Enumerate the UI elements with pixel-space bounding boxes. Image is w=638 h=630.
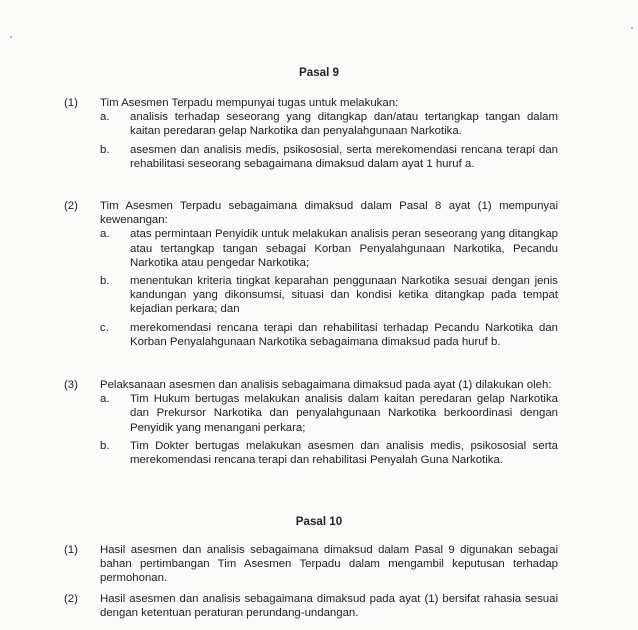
item-label: b. <box>100 143 110 156</box>
item-label: c. <box>100 321 109 334</box>
item-label: b. <box>100 439 110 452</box>
item-text: asesmen dan analisis medis, psikososial, serta merekomendasi rencana terapi dan rehabilitasi seseorang sebagaimana dimaksud dalam ayat 1 huruf a. <box>130 143 558 170</box>
scan-speck <box>10 36 12 38</box>
pasal-10-ayat-2 <box>64 592 558 620</box>
ayat-number: (2) <box>64 200 78 212</box>
ayat-text: Hasil asesmen dan analisis sebagaimana dimaksud dalam Pasal 9 digunakan sebagai bahan pertimbangan Tim Asesmen Terpadu dalam mengambil keputusan terhadap permohonan. <box>100 544 558 585</box>
ayat-text: Hasil asesmen dan analisis sebagaimana dimaksud pada ayat (1) bersifat rahasia sesuai dengan ketentuan peraturan perundang-undangan. <box>100 593 558 620</box>
list-item <box>100 274 558 317</box>
scan-speck <box>631 27 633 29</box>
ayat-text: Tim Asesmen Terpadu mempunyai tugas untuk melakukan: <box>100 97 399 109</box>
list-item <box>100 227 558 270</box>
ayat-number: (1) <box>64 97 78 109</box>
item-text: Tim Dokter bertugas melakukan asesmen dan analisis medis, psikososial serta merekomendasi rencana terapi dan rehabilitasi Penyalah Guna Narkotika. <box>130 439 558 467</box>
item-label: a. <box>100 111 110 124</box>
pasal-9-ayat-3 <box>64 378 558 471</box>
ayat-text: Pelaksanaan asesmen dan analisis sebagaimana dimaksud pada ayat (1) dilakukan oleh: <box>100 379 552 391</box>
item-label: a. <box>100 393 110 406</box>
pasal-9-title: Pasal 9 <box>299 66 339 79</box>
pasal-10-title: Pasal 10 <box>295 515 343 528</box>
item-label: b. <box>100 275 110 288</box>
ayat-number: (2) <box>64 593 78 605</box>
list-item <box>100 143 558 171</box>
item-text: atas permintaan Penyidik untuk melakukan analisis peran seseorang yang ditangkap atau tertangkap tangan sebagai Korban Penyalahgunaan Narkotika, Pecandu Narkotika atau pengedar Narkotika; <box>130 228 558 269</box>
ayat-text: Tim Asesmen Terpadu sebagaimana dimaksud dalam Pasal 8 ayat (1) mempunyai kewenangan: <box>100 200 558 227</box>
item-text: menentukan kriteria tingkat keparahan penggunaan Narkotika sesuai dengan jenis kandungan yang dikonsumsi, situasi dan kondisi ketika ditangkap pada tempat kejadian perkara; dan <box>130 275 558 316</box>
item-text: Tim Hukum bertugas melakukan analisis dalam kaitan peredaran gelap Narkotika dan Prekursor Narkotika dan penyalahgunaan Narkotika berkoordinasi dengan Penyidik yang menangani perkara; <box>130 393 558 434</box>
ayat-number: (1) <box>64 544 78 556</box>
list-item <box>100 110 558 138</box>
item-text: merekomendasi rencana terapi dan rehabilitasi terhadap Pecandu Narkotika dan Korban Penyalahgunaan Narkotika sebagaimana dimaksud pada huruf b. <box>130 321 558 348</box>
pasal-10-ayat-1 <box>64 543 558 586</box>
list-item <box>100 392 558 435</box>
item-label: a. <box>100 228 110 241</box>
ayat-number: (3) <box>64 379 78 391</box>
list-item <box>100 439 558 467</box>
item-text: analisis terhadap seseorang yang ditangkap dan/atau tertangkap tangan dalam kaitan peredaran gelap Narkotika dan penyalahgunaan Narkotika. <box>130 111 558 138</box>
pasal-9-ayat-1 <box>64 96 558 175</box>
list-item <box>100 321 558 349</box>
pasal-9-ayat-2 <box>64 199 558 353</box>
